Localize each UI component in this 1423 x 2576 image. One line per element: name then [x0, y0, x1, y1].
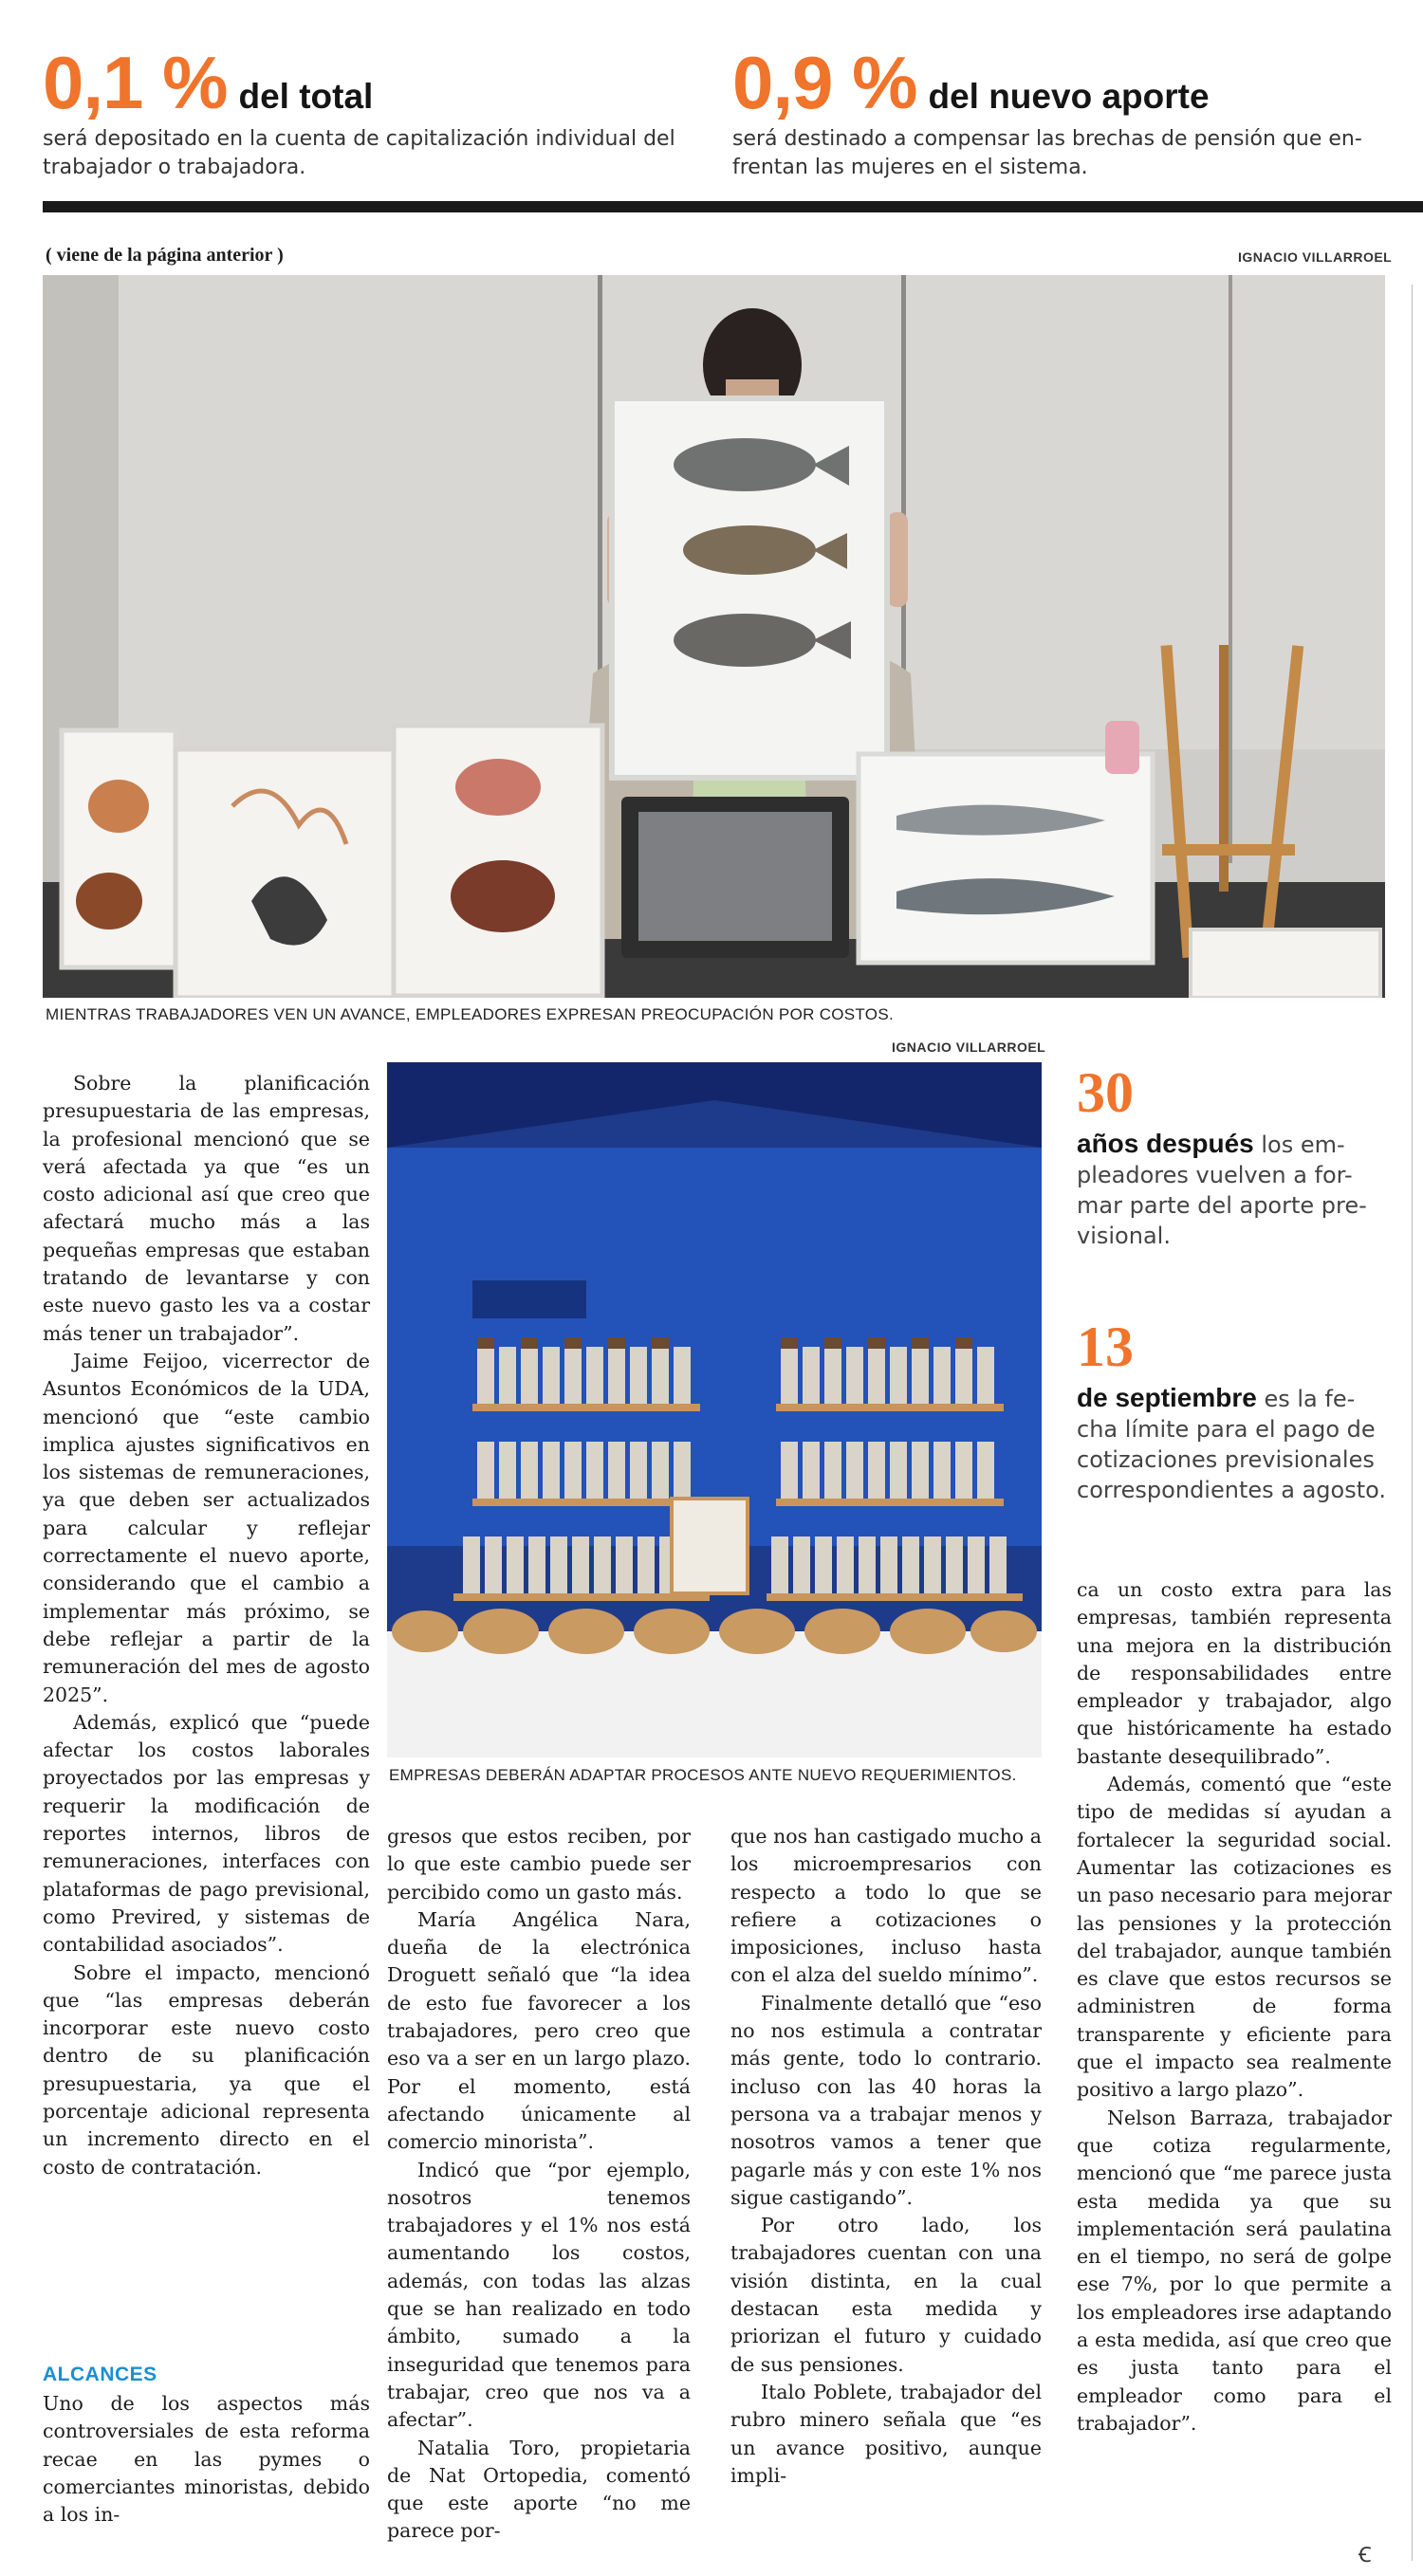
- fact-number: 30: [1077, 1061, 1134, 1124]
- photo-art-stand: [43, 275, 1385, 998]
- photo-credit: IGNACIO VILLARROEL: [892, 1040, 1046, 1055]
- fact-text: los em-: [1253, 1132, 1345, 1158]
- paragraph: ca un costo extra para las empresas, también representa una mejora en la distribución de responsabilidades entre empleador y trabajador, algo que históricamente ha estado bastante desequilibrado”.: [1077, 1578, 1392, 1768]
- art-stand-illustration: [43, 275, 1385, 998]
- stat-text-line: será depositado en la cuenta de capitalización individual del: [43, 127, 675, 151]
- stat-number: 0,9 %: [732, 41, 917, 124]
- fact-text: cotizaciones previsionales: [1077, 1446, 1375, 1473]
- stat-headline: del nuevo aporte: [928, 77, 1210, 116]
- page-edge-rule: [1412, 285, 1413, 2561]
- paragraph: Además, explicó que “puede afectar los costos laborales proyectados por las empresas y requerir la modificación de reportes internos, libros de remuneraciones, interfaces con plataformas de pago previsional, como Previred, y sistemas de contabilidad asociados”.: [43, 1710, 370, 1957]
- fact-text: es la fe-: [1256, 1386, 1356, 1412]
- paragraph: Natalia Toro, propietaria de Nat Ortopedia, comentó que este aporte “no me parece por-: [387, 2436, 691, 2543]
- continued-note: ( viene de la página anterior ): [46, 245, 284, 266]
- paragraph: que nos han castigado mucho a los microempresarios con respecto a todo lo que se refiere a cotizaciones o imposiciones, incluso hasta con el alza del sueldo mínimo”.: [730, 1825, 1042, 1987]
- paragraph: Jaime Feijoo, vicerrector de Asuntos Económicos de la UDA, mencionó que “este cambio implica ajustes significativos en los sistemas de remuneraciones, ya que deben ser actualizados para calcular y reflejar correctamente el nuevo aporte, considerando que el cambio a implementar más próximo, se debe reflejar a partir de la remuneración del mes de agosto 2025”.: [43, 1349, 370, 1706]
- side-fact-1: [1077, 1061, 1390, 1251]
- photo-credit: IGNACIO VILLARROEL: [1238, 249, 1393, 265]
- paragraph: Además, comentó que “este tipo de medidas sí ayudan a fortalecer la seguridad social. Aumentar las cotizaciones es un paso necesario para mejorar las pensiones y la protección del trabajador, aunque también es clave que estos recursos se administren de forma transparente y eficiente para que el impacto sea realmente positivo a largo plazo”.: [1077, 1773, 1392, 2102]
- paragraph: Sobre la planificación presupuestaria de las empresas, la profesional mencionó que se verá afectada ya que “es un costo adicional así que creo que afectará mucho más a las pequeñas empresas que estaban tratando de levantarse y con este nuevo gasto les va a costar más tener un trabajador”.: [43, 1072, 370, 1345]
- fact-bold: de septiembre: [1077, 1383, 1257, 1412]
- top-divider: [43, 201, 1423, 212]
- stat-block-1: [43, 41, 726, 182]
- fact-text: correspondientes a agosto.: [1077, 1477, 1387, 1503]
- article-column-2: [387, 1823, 691, 2546]
- article-column-1-bottom: [43, 2390, 370, 2529]
- stat-block-2: [732, 41, 1423, 182]
- article-column-4: [1077, 1576, 1392, 2438]
- end-mark: Ꞓ: [1358, 2544, 1372, 2567]
- article-column-1: [43, 1070, 370, 2181]
- fact-bold: años después: [1077, 1129, 1254, 1158]
- stat-number: 0,1 %: [43, 41, 228, 124]
- paragraph: Sobre el impacto, mencionó que “las empresas deberán incorporar este nuevo costo dentro de su planificación presupuestaria, ya que el porcentaje adicional representa un incremento directo en el costo de contratación.: [43, 1960, 370, 2179]
- paragraph: Nelson Barraza, trabajador que cotiza regularmente, mencionó que “me parece justa esta medida ya que su implementación será paulatina en el tiempo, no será de golpe ese 7%, por lo que permite a los empleadores irse adaptando a esta medida, así que creo que es justa tanto para el empleador como para el trabajador”.: [1077, 2106, 1392, 2435]
- stat-headline: del total: [238, 77, 374, 116]
- paragraph: Por otro lado, los trabajadores cuentan con una visión distinta, en la cual destacan esta medida y priorizan el futuro y cuidado de sus pensiones.: [730, 2214, 1042, 2376]
- paragraph: Indicó que “por ejemplo, nosotros tenemos trabajadores y el 1% nos está aumentando los costos, además, con todas las alzas que se han realizado en todo ámbito, sumado a la inseguridad que tenemos para trabajar, creo que nos va a afectar”.: [387, 2158, 691, 2432]
- fact-text: cha límite para el pago de: [1077, 1416, 1376, 1443]
- photo-caption: EMPRESAS DEBERÁN ADAPTAR PROCESOS ANTE NUEVO REQUERIMIENTOS.: [389, 1766, 1017, 1784]
- fact-text: pleadores vuelven a for-: [1077, 1162, 1353, 1188]
- fact-text: mar parte del aporte pre-: [1077, 1192, 1367, 1219]
- fact-text: visional.: [1077, 1223, 1171, 1249]
- cosmetics-stand-illustration: [387, 1062, 1042, 1757]
- paragraph: María Angélica Nara, dueña de la electrónica Droguett señaló que “la idea de esto fue favorecer a los trabajadores, pero creo que eso va a ser en un largo plazo. Por el momento, está afectando únicamente al comercio minorista”.: [387, 1907, 691, 2154]
- paragraph: Italo Poblete, trabajador del rubro minero señala que “es un avance positivo, aunque impli-: [730, 2380, 1042, 2487]
- stat-text-line: frentan las mujeres en el sistema.: [732, 156, 1088, 179]
- photo-caption: MIENTRAS TRABAJADORES VEN UN AVANCE, EMPLEADORES EXPRESAN PREOCUPACIÓN POR COSTOS.: [46, 1005, 894, 1023]
- photo-cosmetics-stand: [387, 1062, 1042, 1757]
- stat-text-line: trabajador o trabajadora.: [43, 156, 306, 179]
- side-fact-2: [1077, 1318, 1390, 1505]
- paragraph: Finalmente detalló que “eso no nos estimula a contratar más gente, todo lo contrario. incluso con las 40 horas la persona va a trabajar menos y nosotros vamos a tener que pagarle más y con este 1% nos sigue castigando”.: [730, 1991, 1042, 2209]
- section-subhead: ALCANCES: [43, 2364, 157, 2385]
- article-column-3: [730, 1823, 1042, 2490]
- paragraph: Uno de los aspectos más controversiales de esta reforma recae en las pymes o comerciantes minoristas, debido a los in-: [43, 2392, 370, 2527]
- fact-number: 13: [1077, 1316, 1134, 1378]
- stat-text-line: será destinado a compensar las brechas de pensión que en-: [732, 127, 1362, 151]
- paragraph: gresos que estos reciben, por lo que este cambio puede ser percibido como un gasto más.: [387, 1825, 691, 1904]
